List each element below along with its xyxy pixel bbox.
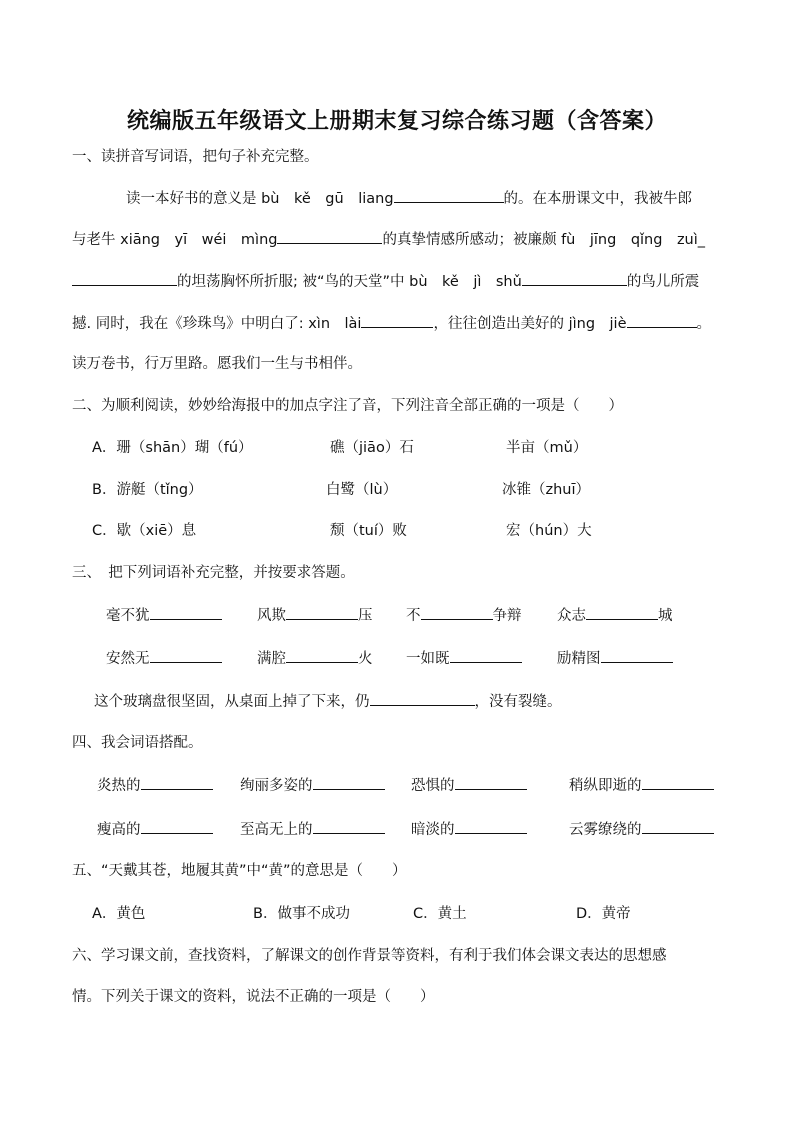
q1-line-3: 的坦荡胸怀所折服; 被“鸟的天堂”中 bù kě jì shǔ 的鸟儿所震 [72, 271, 699, 292]
collocation-1: 炎热的 [97, 775, 213, 796]
q1-line-4: 撼. 同时，我在《珍珠鸟》中明白了: xìn lài ，往往创造出美好的 jìng jiè 。 [72, 313, 711, 334]
answer-blank[interactable] [455, 819, 527, 834]
collocation-4: 稍纵即逝的 [569, 775, 714, 796]
answer-blank[interactable] [141, 775, 213, 790]
q5-option-d[interactable]: D．黄帝 [576, 906, 631, 922]
answer-blank[interactable] [72, 271, 177, 286]
q2-option-b-1[interactable]: B．游艇（tǐng） [92, 482, 203, 498]
answer-blank[interactable] [286, 648, 358, 663]
answer-blank[interactable] [141, 819, 213, 834]
q4-heading: 四、我会词语搭配。 [72, 735, 203, 751]
answer-blank[interactable] [421, 605, 493, 620]
q2-option-a-1[interactable]: A．珊（shān）瑚（fú） [92, 440, 253, 456]
answer-blank[interactable] [522, 271, 627, 286]
answer-blank[interactable] [370, 691, 475, 706]
answer-blank[interactable] [361, 313, 433, 328]
idiom-4: 众志 城 [557, 605, 673, 626]
q2-option-c-2: 颓（tuí）败 [330, 523, 407, 539]
q2-option-c-3: 宏（hún）大 [506, 523, 592, 539]
answer-blank[interactable] [627, 313, 697, 328]
idiom-1: 毫不犹 [106, 605, 222, 626]
q1-line-1: 读一本好书的意义是 bù kě gū liang 的。在本册课文中，我被牛郎 [126, 188, 692, 209]
q5-option-a[interactable]: A．黄色 [92, 906, 146, 922]
idiom-3: 不 争辩 [406, 605, 522, 626]
q1-line-5: 读万卷书，行万里路。愿我们一生与书相伴。 [72, 356, 362, 372]
collocation-5: 瘦高的 [97, 819, 213, 840]
q6-line-2: 情。下列关于课文的资料，说法不正确的一项是（ ） [72, 989, 435, 1005]
q2-heading: 二、为顺利阅读，妙妙给海报中的加点字注了音，下列注音全部正确的一项是（ ） [72, 398, 623, 414]
q5-option-b[interactable]: B．做事不成功 [253, 906, 350, 922]
answer-blank[interactable] [313, 819, 385, 834]
answer-blank[interactable] [586, 605, 658, 620]
idiom-2: 风欺 压 [257, 605, 373, 626]
q2-option-b-3: 冰锥（zhuī） [502, 482, 591, 498]
collocation-3: 恐惧的 [411, 775, 527, 796]
q2-option-c-1[interactable]: C．歇（xiē）息 [92, 523, 197, 539]
page-title: 统编版五年级语文上册期末复习综合练习题（含答案） [126, 109, 667, 134]
q1-heading: 一、读拼音写词语，把句子补充完整。 [72, 149, 319, 165]
q5-heading: 五、“天戴其苍，地履其黄”中“黄”的意思是（ ） [72, 863, 407, 879]
q2-option-a-2: 礁（jiāo）石 [330, 440, 414, 456]
answer-blank[interactable] [601, 648, 673, 663]
idiom-5: 安然无 [106, 648, 222, 669]
q1-line-2: 与老牛 xiāng yī wéi mìng 的真挚情感所感动；被廉颇 fù jīng qǐng zuì_ [72, 229, 705, 250]
q3-sentence: 这个玻璃盘很坚固，从桌面上掉了下来，仍 ，没有裂缝。 [94, 691, 562, 712]
q2-option-b-2: 白鹭（lù） [326, 482, 398, 498]
answer-blank[interactable] [642, 775, 714, 790]
collocation-2: 绚丽多姿的 [240, 775, 385, 796]
answer-blank[interactable] [286, 605, 358, 620]
collocation-6: 至高无上的 [240, 819, 385, 840]
q3-heading: 三、 把下列词语补充完整，并按要求答题。 [72, 565, 355, 581]
q5-option-c[interactable]: C．黄土 [413, 906, 467, 922]
collocation-8: 云雾缭绕的 [569, 819, 714, 840]
answer-blank[interactable] [455, 775, 527, 790]
collocation-7: 暗淡的 [411, 819, 527, 840]
answer-blank[interactable] [642, 819, 714, 834]
answer-blank[interactable] [450, 648, 522, 663]
answer-blank[interactable] [150, 648, 222, 663]
answer-blank[interactable] [277, 229, 382, 244]
idiom-6: 满腔 火 [257, 648, 373, 669]
answer-blank[interactable] [394, 188, 504, 203]
idiom-7: 一如既 [406, 648, 522, 669]
answer-blank[interactable] [313, 775, 385, 790]
q6-line-1: 六、学习课文前，查找资料，了解课文的创作背景等资料，有利于我们体会课文表达的思想感 [72, 948, 667, 964]
q2-option-a-3: 半亩（mǔ） [506, 440, 588, 456]
answer-blank[interactable] [150, 605, 222, 620]
idiom-8: 励精图 [557, 648, 673, 669]
